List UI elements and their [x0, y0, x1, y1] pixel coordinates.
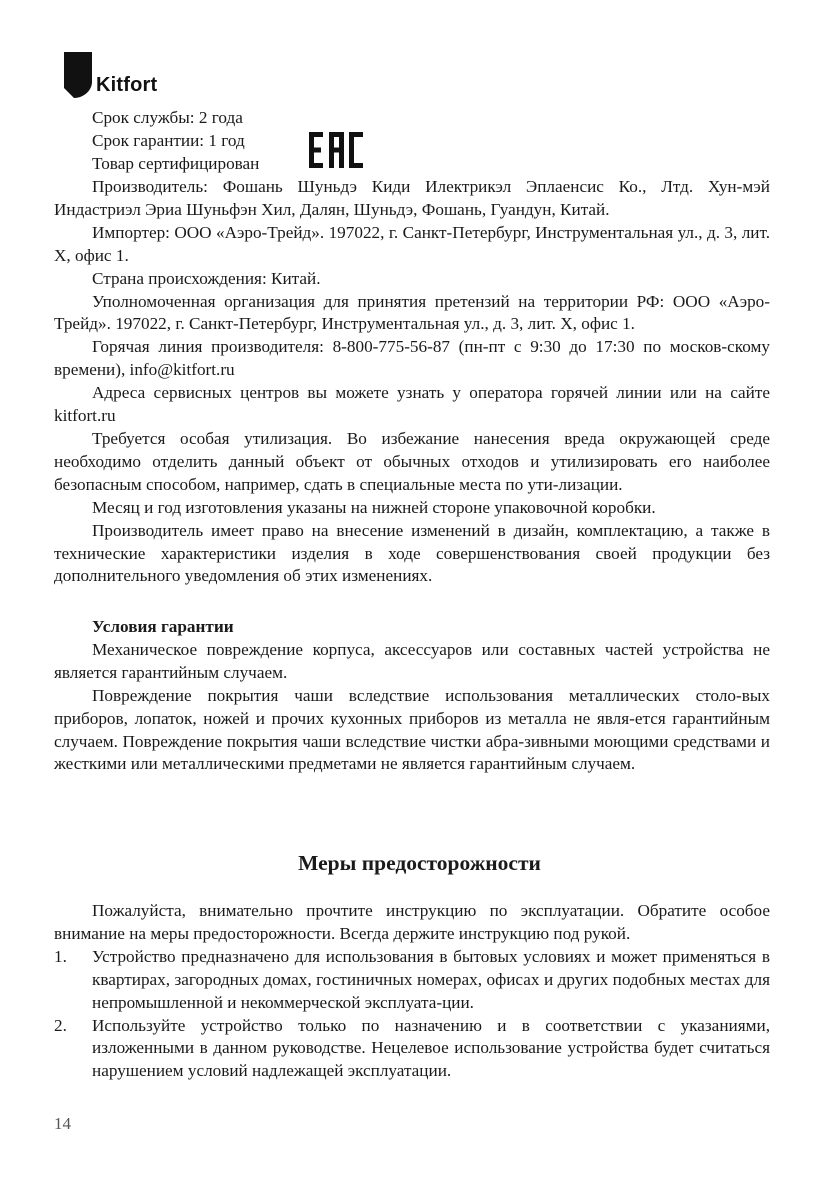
info-block	[54, 176, 770, 588]
brand-name: Kitfort	[96, 74, 158, 96]
eac-mark-icon	[307, 130, 365, 170]
precautions-intro: Пожалуйста, внимательно прочтите инструкцию по эксплуатации. Обратите особое внимание на меры предосторожности. Всегда держите инструкцию под рукой.	[54, 901, 770, 943]
list-item	[54, 1015, 770, 1084]
certified-note: Товар сертифицирован	[92, 153, 260, 173]
precautions-block	[54, 900, 770, 1083]
manufacture-date-paragraph: Месяц и год изготовления указаны на нижней стороне упаковочной коробки.	[92, 497, 656, 517]
origin-paragraph: Страна происхождения: Китай.	[92, 268, 321, 288]
logo-mark-icon	[64, 52, 92, 98]
warranty-paragraph: Повреждение покрытия чаши вследствие использования металлических столо-вых приборов, лопаток, ножей и прочих кухонных приборов из металла не явля-ется гарантийным случаем. Повреждение покрытия чаши вследствие чистки абра-зивными моющими средствами и жесткими или металлическими предметами не является гарантийным случаем.	[54, 685, 770, 774]
warranty-period: Срок гарантии: 1 год	[92, 130, 245, 150]
warranty-conditions	[54, 616, 770, 776]
changes-paragraph: Производитель имеет право на внесение изменений в дизайн, комплектацию, а также в технические характеристики изделия в ходе совершенствования своей продукции без дополнительного уведомления об этих изменениях.	[54, 520, 770, 586]
warranty-paragraph: Механическое повреждение корпуса, аксессуаров или составных частей устройства не является гарантийным случаем.	[54, 639, 770, 682]
list-item-number: 2.	[54, 1015, 67, 1035]
claims-paragraph: Уполномоченная организация для принятия претензий на территории РФ: ООО «Аэро-Трейд». 197022, г. Санкт-Петербург, Инструментальная ул., д. 3, лит. Х, офис 1.	[54, 291, 770, 334]
disposal-paragraph: Требуется особая утилизация. Во избежание нанесения вреда окружающей среде необходимо отделить данный объект от обычных отходов и утилизировать его наиболее безопасным способом, например, сдать в специальные места по ути-лизации.	[54, 428, 770, 494]
list-item	[54, 946, 770, 1015]
list-item-number: 1.	[54, 946, 67, 966]
product-meta	[92, 107, 259, 176]
list-item-text: Используйте устройство только по назначению и в соответствии с указаниями, изложенными в данном руководстве. Нецелевое использование устройства будет считаться нарушением условий надлежащей эксплуатации.	[92, 1015, 770, 1081]
importer-paragraph: Импортер: ООО «Аэро-Трейд». 197022, г. Санкт-Петербург, Инструментальная ул., д. 3, лит. Х, офис 1.	[54, 222, 770, 265]
service-life: Срок службы: 2 года	[92, 108, 243, 127]
precautions-list	[54, 946, 770, 1083]
hotline-paragraph: Горячая линия производителя: 8-800-775-56-87 (пн-пт с 9:30 до 17:30 по москов-скому времени), info@kitfort.ru	[54, 337, 770, 380]
manufacturer-paragraph: Производитель: Фошань Шуньдэ Киди Илектрикэл Эплаенсис Ко., Лтд. Хун-мэй Индастриэл Эриа Шуньфэн Хил, Далян, Шуньдэ, Фошань, Гуандун, Китай.	[54, 177, 770, 219]
precautions-heading: Меры предосторожности	[298, 851, 541, 875]
page-number: 14	[54, 1114, 71, 1133]
list-item-text: Устройство предназначено для использования в бытовых условиях и может применяться в квартирах, загородных домах, гостиничных номерах, офисах и других подобных местах для непромышленной и некоммерческой эксплуата-ции.	[92, 946, 770, 1012]
warranty-title: Условия гарантии	[92, 617, 234, 636]
service-centers-paragraph: Адреса сервисных центров вы можете узнать у оператора горячей линии или на сайте kitfort.ru	[54, 383, 770, 426]
